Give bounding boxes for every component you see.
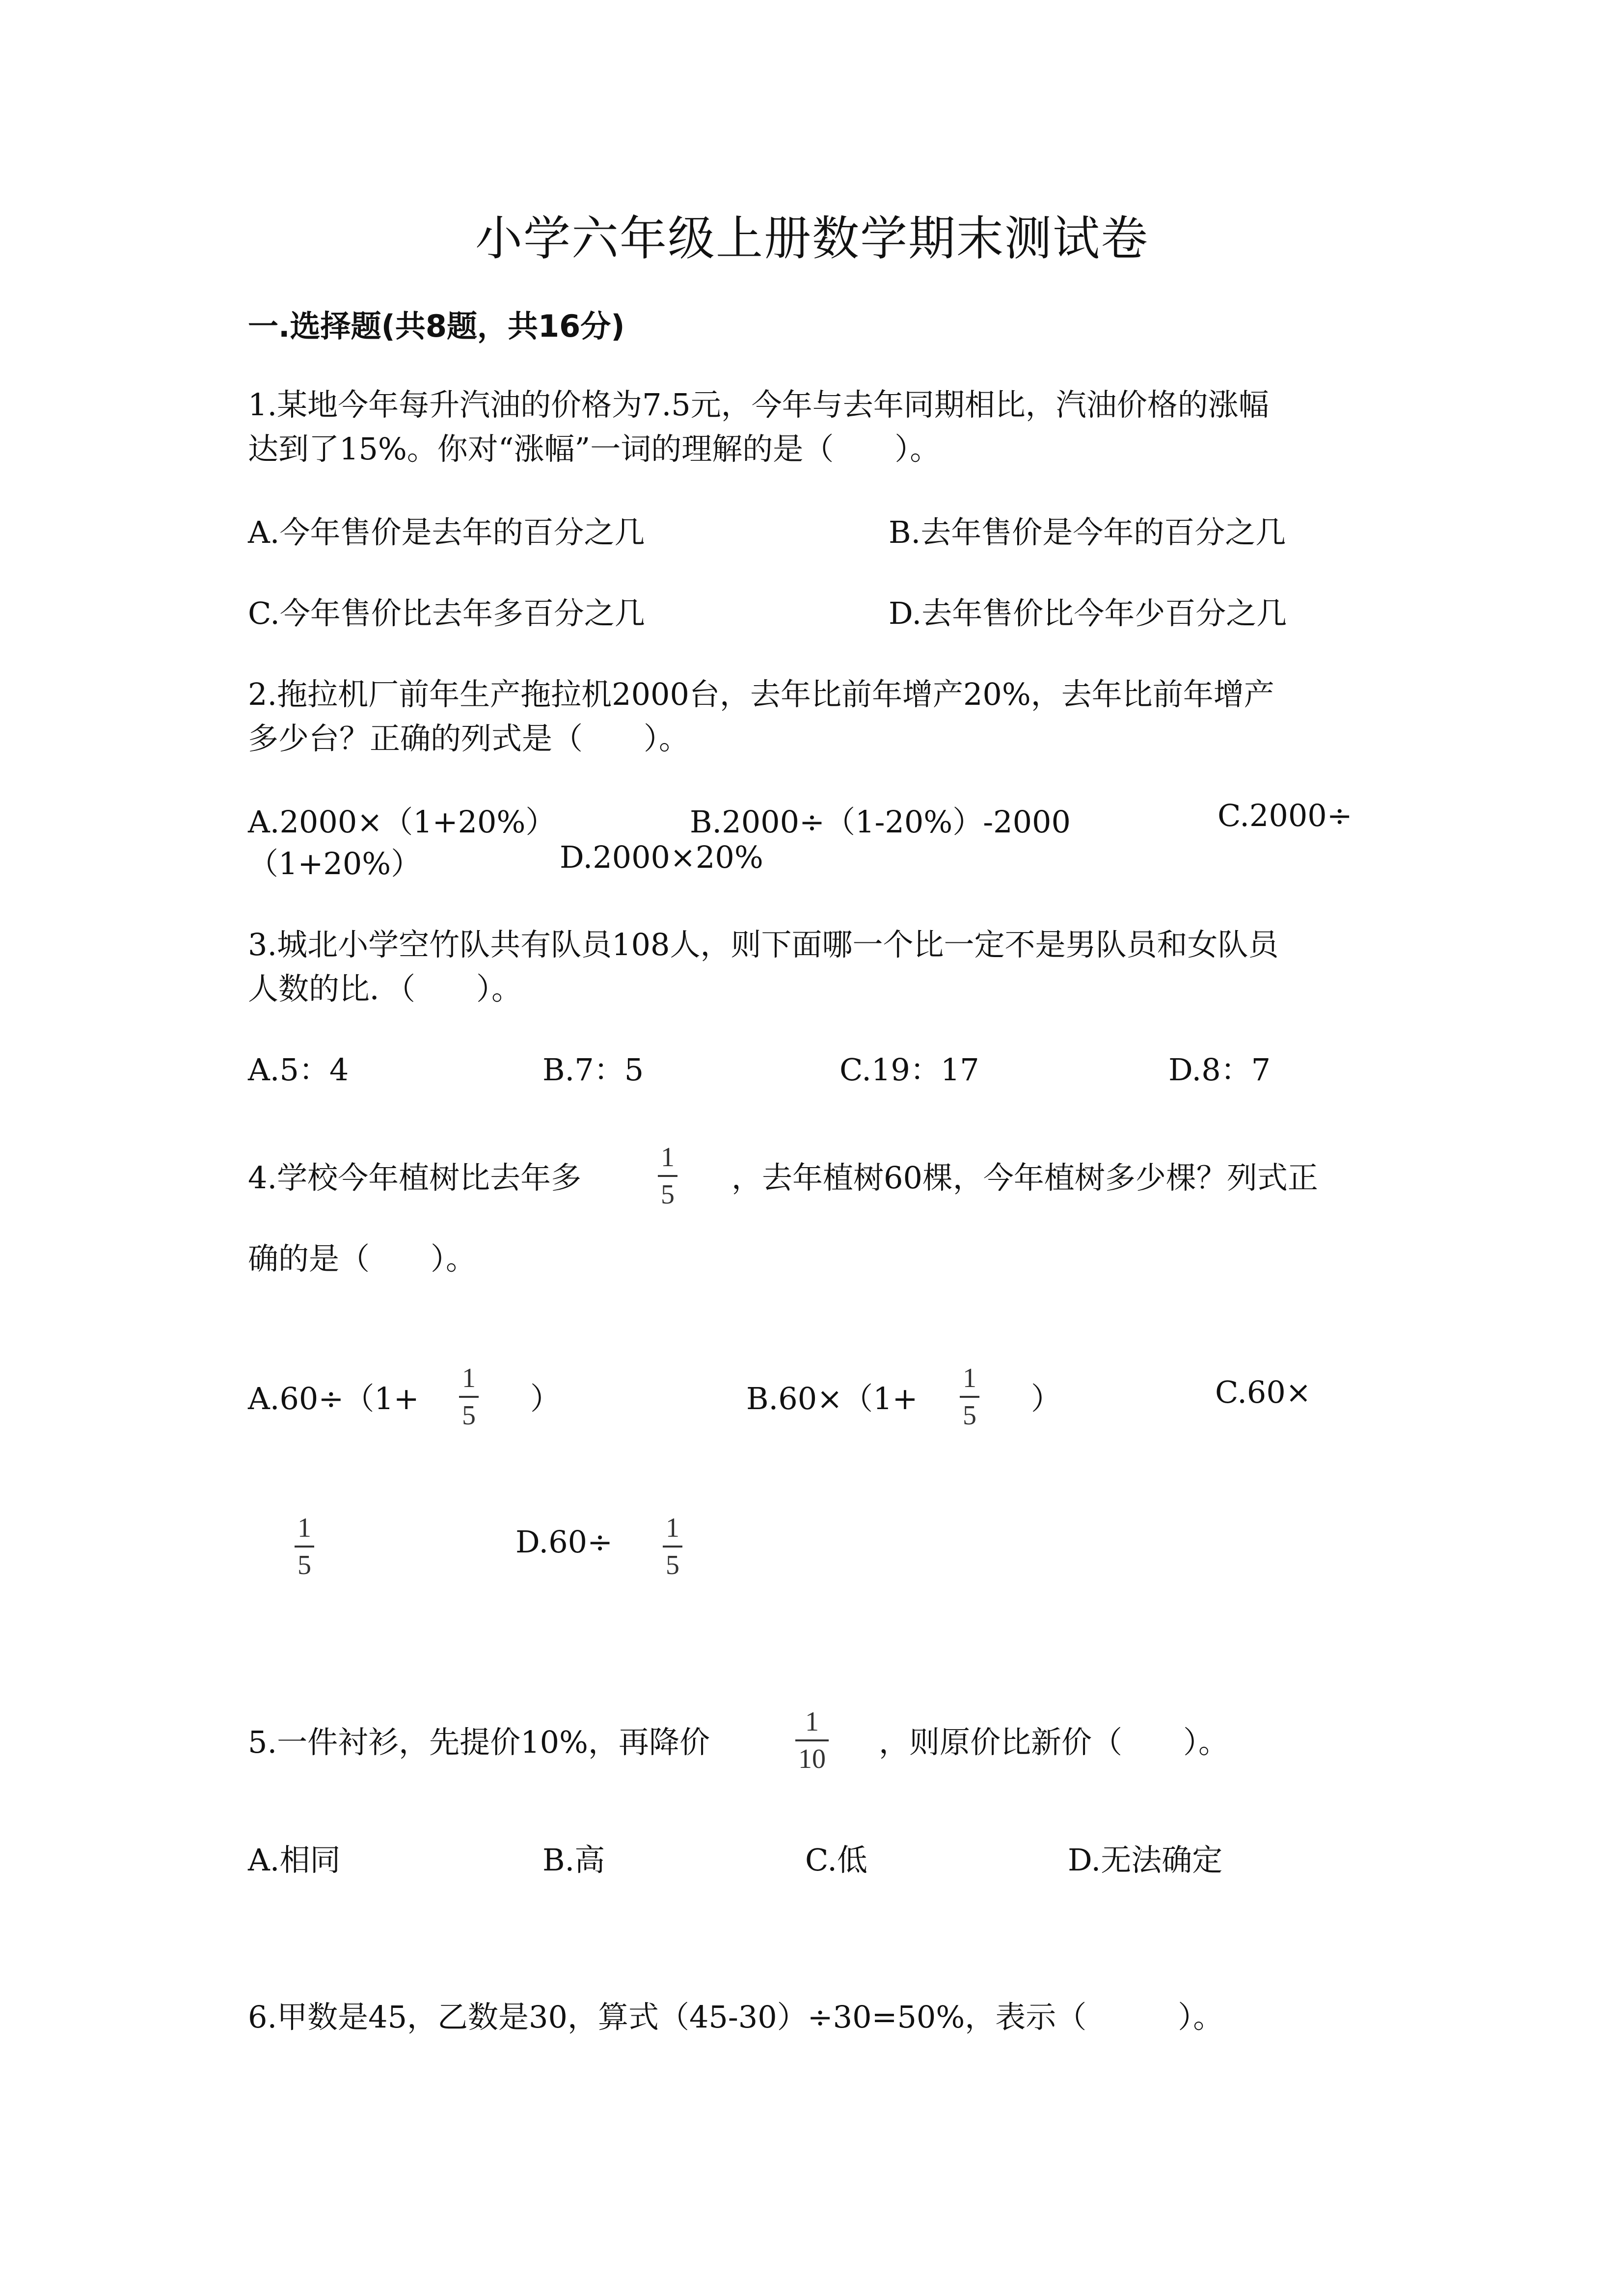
question-2-line-2: 多少台？正确的列式是（ ）。 [248, 721, 690, 756]
question-2-option-b: B.2000÷（1-20%）-2000 [690, 804, 1071, 840]
fraction-denominator: 5 [298, 1550, 311, 1580]
fraction-denominator: 5 [661, 1179, 675, 1210]
question-4-option-b-post: ） [1031, 1381, 1062, 1416]
question-1-option-a: A.今年售价是去年的百分之几 [248, 514, 645, 550]
question-6-line-1: 6.甲数是45，乙数是30，算式（45-30）÷30=50%，表示（ ）。 [248, 1999, 1224, 2035]
question-3-option-c: C.19：17 [839, 1052, 979, 1088]
question-2-line-1: 2.拖拉机厂前年生产拖拉机2000台，去年比前年增产20%，去年比前年增产 [248, 676, 1274, 712]
fraction-one-fifth [663, 1514, 682, 1579]
question-3-option-d: D.8：7 [1168, 1052, 1271, 1088]
fraction-denominator: 5 [963, 1400, 976, 1431]
question-4-option-a-post: ） [530, 1381, 561, 1416]
question-2-option-c-part-2: （1+20%） [248, 846, 422, 881]
question-1-option-d: D.去年售价比今年少百分之几 [889, 595, 1287, 631]
fraction-numerator: 1 [298, 1513, 311, 1543]
fraction-numerator: 1 [805, 1707, 819, 1737]
fraction-denominator: 5 [666, 1550, 679, 1580]
question-4-option-d-pre: D.60÷ [515, 1524, 613, 1560]
question-4-line-1-pre: 4.学校今年植树比去年多 [248, 1160, 582, 1196]
fraction-one-fifth [960, 1364, 979, 1429]
question-1-line-2: 达到了15%。你对“涨幅”一词的理解的是（ ）。 [248, 431, 941, 467]
fraction-one-tenth [795, 1708, 829, 1773]
question-2-option-d: D.2000×20% [560, 839, 763, 875]
question-2-option-c-part-1: C.2000÷ [1218, 798, 1353, 833]
question-4-option-c-pre: C.60× [1215, 1374, 1311, 1410]
section-heading-choice: 一.选择题(共8题，共16分) [248, 308, 625, 344]
question-5-line-1-pre: 5.一件衬衫，先提价10%，再降价 [248, 1724, 710, 1760]
question-4-line-2: 确的是（ ）。 [248, 1241, 477, 1277]
question-1-line-1: 1.某地今年每升汽油的价格为7.5元，今年与去年同期相比，汽油价格的涨幅 [248, 387, 1269, 423]
fraction-one-fifth [459, 1364, 479, 1429]
question-4-option-a-pre: A.60÷（1+ [248, 1381, 419, 1416]
fraction-numerator: 1 [462, 1363, 476, 1393]
question-1-option-c: C.今年售价比去年多百分之几 [248, 595, 645, 631]
fraction-numerator: 1 [661, 1142, 675, 1173]
question-2-option-a: A.2000×（1+20%） [248, 804, 556, 840]
fraction-denominator: 10 [798, 1744, 826, 1774]
question-3-option-b: B.7：5 [542, 1052, 644, 1088]
question-3-line-1: 3.城北小学空竹队共有队员108人，则下面哪一个比一定不是男队员和女队员 [248, 927, 1279, 962]
fraction-one-fifth [295, 1514, 314, 1579]
fraction-one-fifth [658, 1144, 677, 1208]
question-5-line-1-post: ，则原价比新价（ ）。 [879, 1724, 1229, 1760]
question-5-option-c: C.低 [805, 1842, 867, 1878]
question-3-option-a: A.5：4 [248, 1052, 349, 1088]
fraction-numerator: 1 [666, 1513, 679, 1543]
question-4-option-b-pre: B.60×（1+ [746, 1381, 918, 1416]
question-5-option-d: D.无法确定 [1068, 1842, 1223, 1878]
question-3-line-2: 人数的比．（ ）。 [248, 971, 522, 1007]
fraction-numerator: 1 [963, 1363, 976, 1393]
question-5-option-a: A.相同 [248, 1842, 341, 1878]
question-4-line-1-post: ，去年植树60棵，今年植树多少棵？列式正 [731, 1160, 1318, 1196]
question-1-option-b: B.去年售价是今年的百分之几 [889, 514, 1286, 550]
fraction-denominator: 5 [462, 1400, 476, 1431]
question-5-option-b: B.高 [542, 1842, 605, 1878]
page-title: 小学六年级上册数学期末测试卷 [475, 211, 1149, 266]
